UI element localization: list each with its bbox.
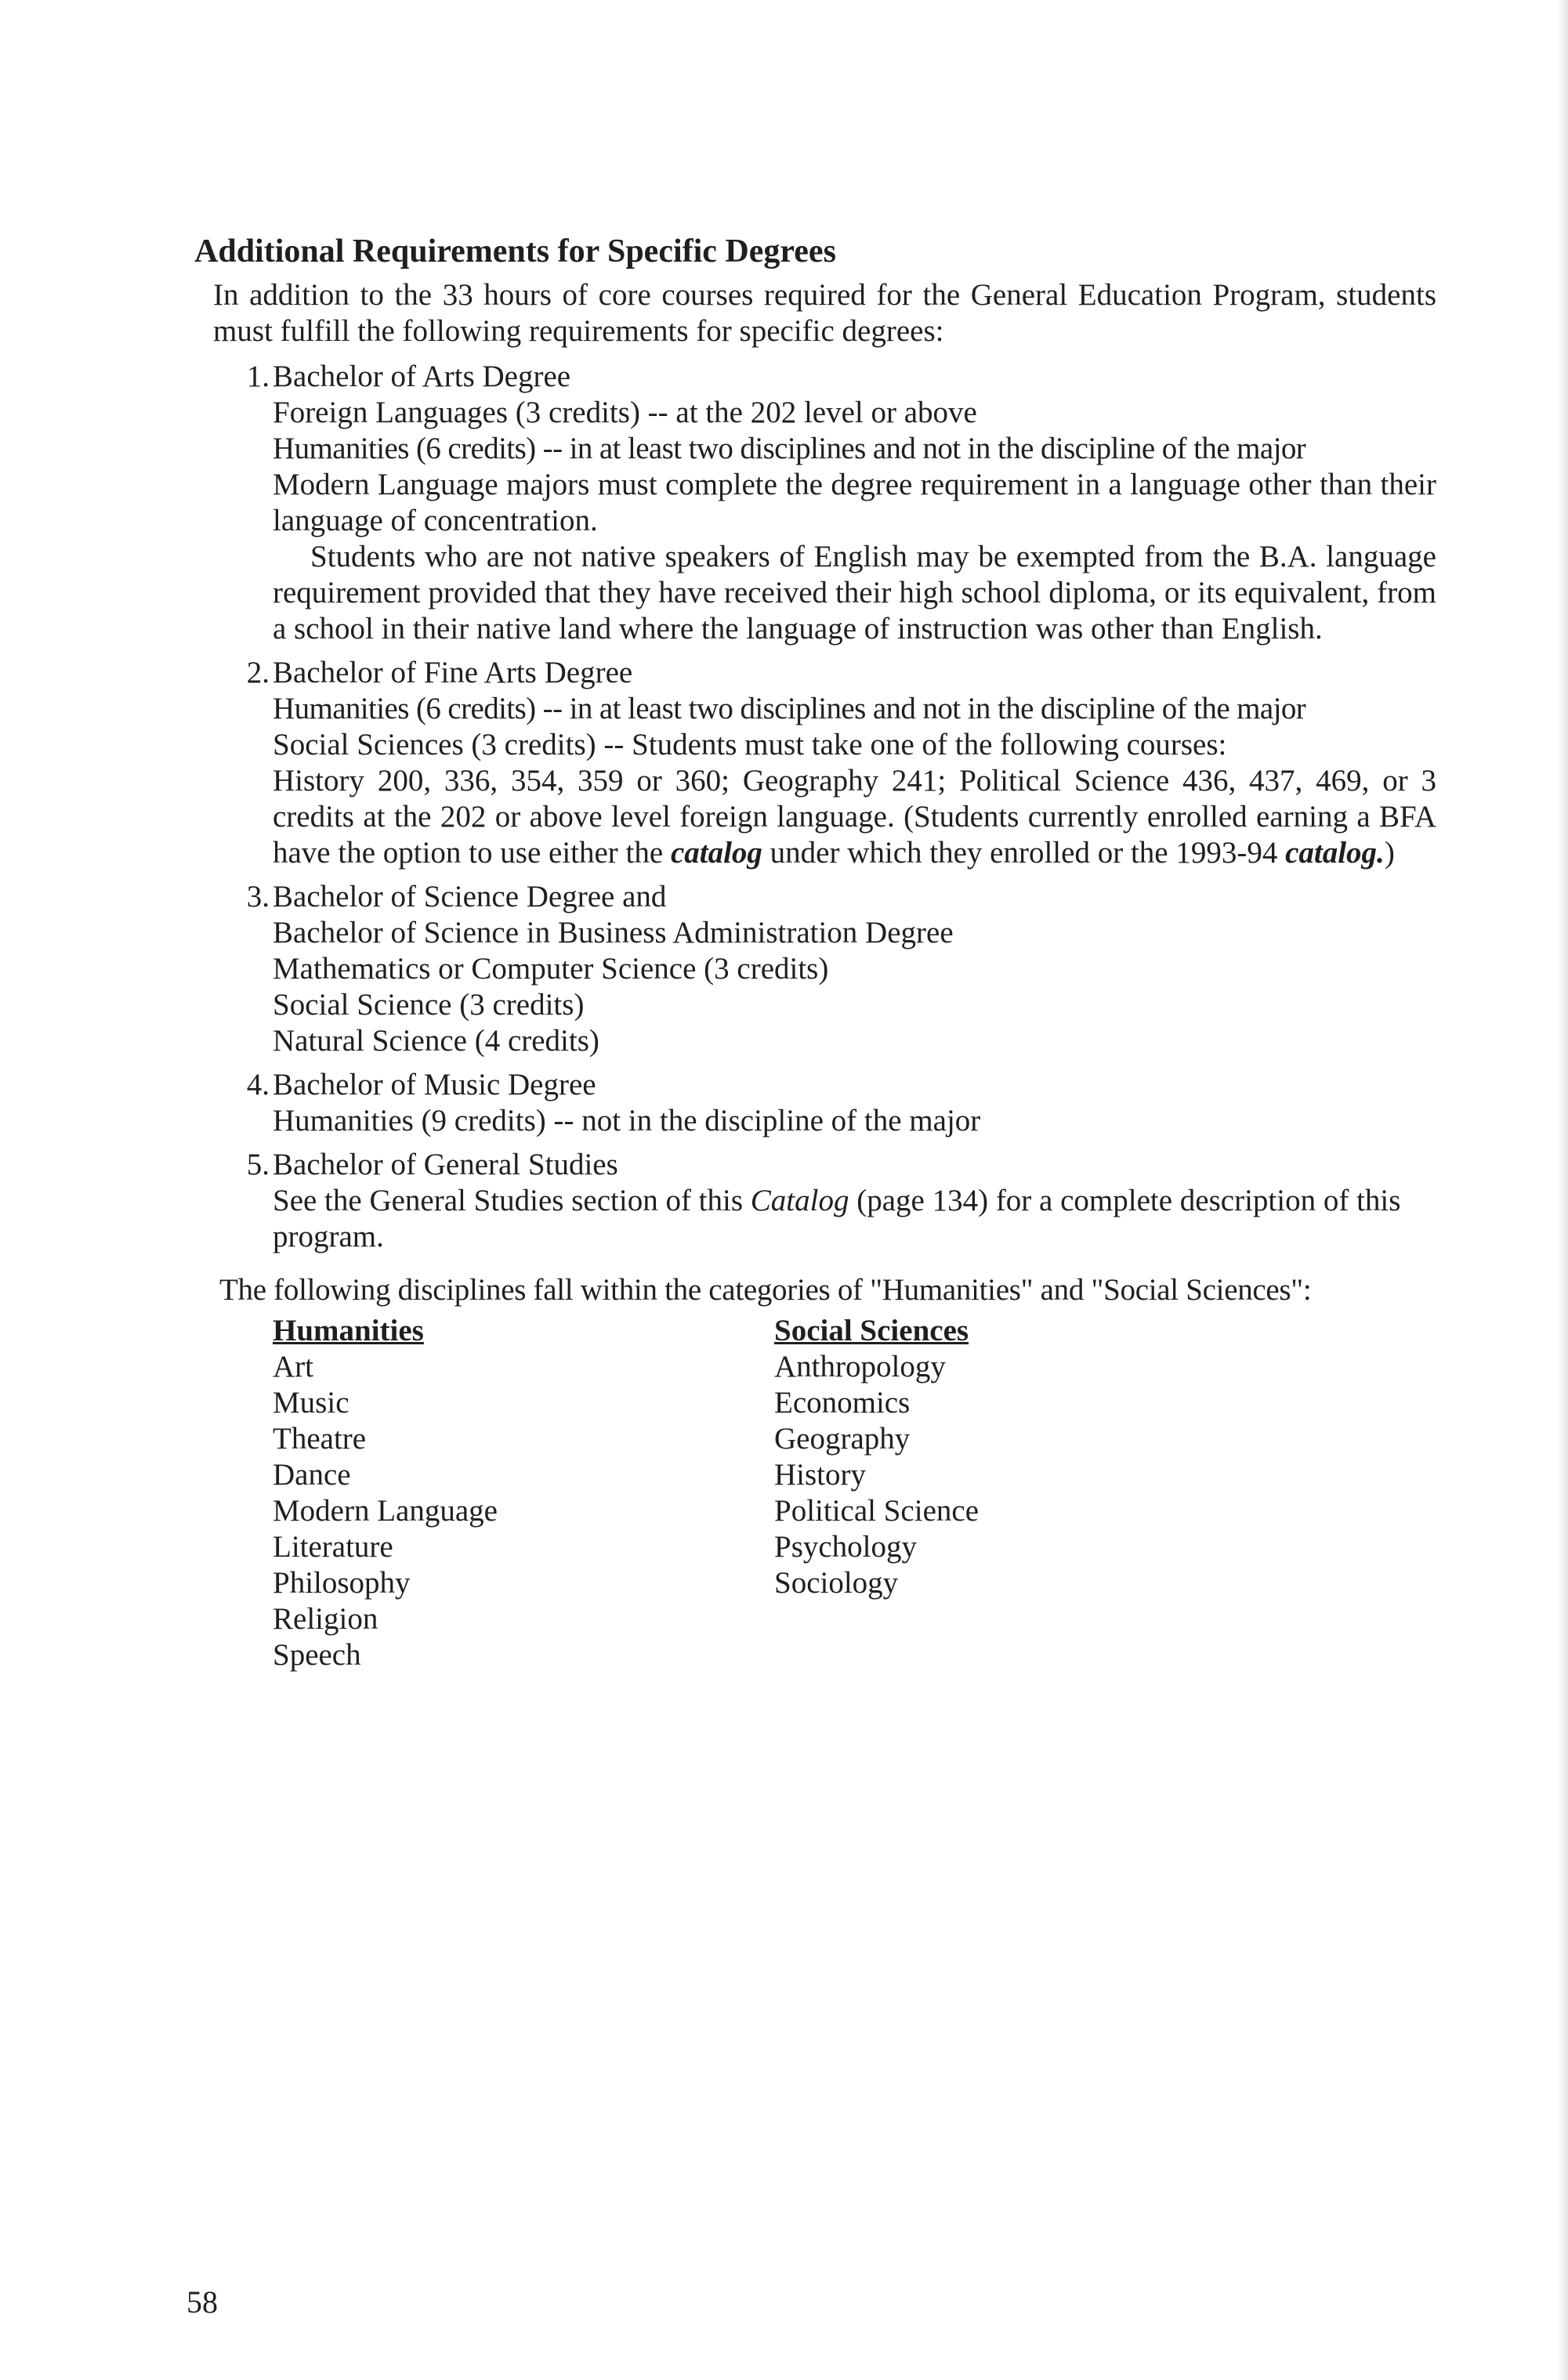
requirement-line: Social Sciences (3 credits) -- Students must take one of the following courses: xyxy=(273,728,1227,761)
social-sciences-column xyxy=(774,1313,979,1601)
requirement-line: Humanities (6 credits) -- in at least two disciplines and not in the discipline of the major xyxy=(273,692,1306,725)
degree-item-bs xyxy=(194,879,1436,1059)
degree-item-bfa xyxy=(194,655,1436,871)
discipline-item: Music xyxy=(273,1386,349,1420)
degree-item-ba xyxy=(194,359,1436,647)
discipline-item: Dance xyxy=(273,1458,351,1492)
course-options-text: under which they enrolled or the 1993-94 xyxy=(770,836,1278,870)
degree-title: Bachelor of Arts Degree xyxy=(273,360,571,393)
page-number: 58 xyxy=(186,2284,218,2320)
discipline-item: Art xyxy=(273,1350,313,1384)
degree-note: Modern Language majors must complete the degree requirement in a language other than their language of concentration. xyxy=(273,468,1436,537)
degree-number: 2. xyxy=(246,656,270,689)
requirement-line: Mathematics or Computer Science (3 credits) xyxy=(273,952,829,986)
degree-number: 4. xyxy=(246,1068,270,1101)
degree-title: Bachelor of General Studies xyxy=(273,1148,618,1181)
discipline-item: Psychology xyxy=(774,1530,918,1564)
degree-item-bgs xyxy=(194,1147,1436,1255)
discipline-item: Political Science xyxy=(774,1494,980,1528)
degree-description xyxy=(273,1183,1436,1255)
discipline-item: Geography xyxy=(774,1422,911,1456)
degree-item-bm xyxy=(194,1067,1436,1139)
degree-number: 3. xyxy=(246,880,270,913)
degree-number: 5. xyxy=(246,1148,270,1181)
page-edge-shadow xyxy=(1557,0,1568,2380)
discipline-item: Literature xyxy=(273,1530,393,1564)
discipline-item: Modern Language xyxy=(273,1494,498,1528)
degree-number: 1. xyxy=(246,360,270,393)
course-options-text: History 200, 336, 354, 359 or 360; Geography 241; Political Science 436, 437, 469, or 3 credits at the 202 or above level foreign language. (Students currently enrolled earning a BFA have the option to use either the xyxy=(273,764,1436,870)
requirement-line: Foreign Languages (3 credits) -- at the 202 level or above xyxy=(273,396,977,429)
discipline-item: History xyxy=(774,1458,866,1492)
discipline-item: Economics xyxy=(774,1386,911,1420)
course-options-text: ) xyxy=(1384,836,1395,870)
disciplines-columns xyxy=(194,1313,1436,1689)
discipline-item: Anthropology xyxy=(774,1350,946,1384)
discipline-item: Religion xyxy=(273,1602,378,1636)
requirement-line: Social Science (3 credits) xyxy=(273,988,585,1022)
degree-title: Bachelor of Music Degree xyxy=(273,1068,596,1101)
catalog-reference: catalog. xyxy=(1285,836,1385,870)
discipline-item: Philosophy xyxy=(273,1566,411,1600)
description-text: See the General Studies section of this xyxy=(273,1184,744,1217)
humanities-heading: Humanities xyxy=(273,1314,424,1347)
course-options xyxy=(273,763,1436,871)
degree-title: Bachelor of Fine Arts Degree xyxy=(273,656,633,689)
social-sciences-heading: Social Sciences xyxy=(774,1314,969,1347)
page-content xyxy=(194,232,1436,1689)
degree-title: Bachelor of Science Degree and xyxy=(273,880,667,913)
humanities-column xyxy=(273,1313,498,1673)
catalog-reference: catalog xyxy=(670,836,762,870)
description-text: (page 134) for a complete description of this program. xyxy=(273,1184,1401,1253)
intro-paragraph: In addition to the 33 hours of core courses required for the General Education Program, students must fulfill the following requirements for specific degrees: xyxy=(213,278,1436,348)
discipline-item: Theatre xyxy=(273,1422,367,1456)
discipline-item: Sociology xyxy=(774,1566,899,1600)
catalog-reference: Catalog xyxy=(750,1184,849,1217)
section-heading: Additional Requirements for Specific Degrees xyxy=(194,233,836,269)
discipline-item: Speech xyxy=(273,1638,361,1672)
requirement-line: Bachelor of Science in Business Administration Degree xyxy=(273,916,954,949)
disciplines-intro: The following disciplines fall within the categories of "Humanities" and "Social Sciences": xyxy=(219,1273,1312,1307)
exemption-paragraph: Students who are not native speakers of English may be exempted from the B.A. language requirement provided that they have received their high school diploma, or its equivalent, from a school in their native land where the language of instruction was other than English. xyxy=(273,540,1436,646)
requirement-line: Natural Science (4 credits) xyxy=(273,1024,599,1058)
requirement-line: Humanities (6 credits) -- in at least two disciplines and not in the discipline of the major xyxy=(273,432,1306,465)
requirement-line: Humanities (9 credits) -- not in the discipline of the major xyxy=(273,1104,981,1138)
